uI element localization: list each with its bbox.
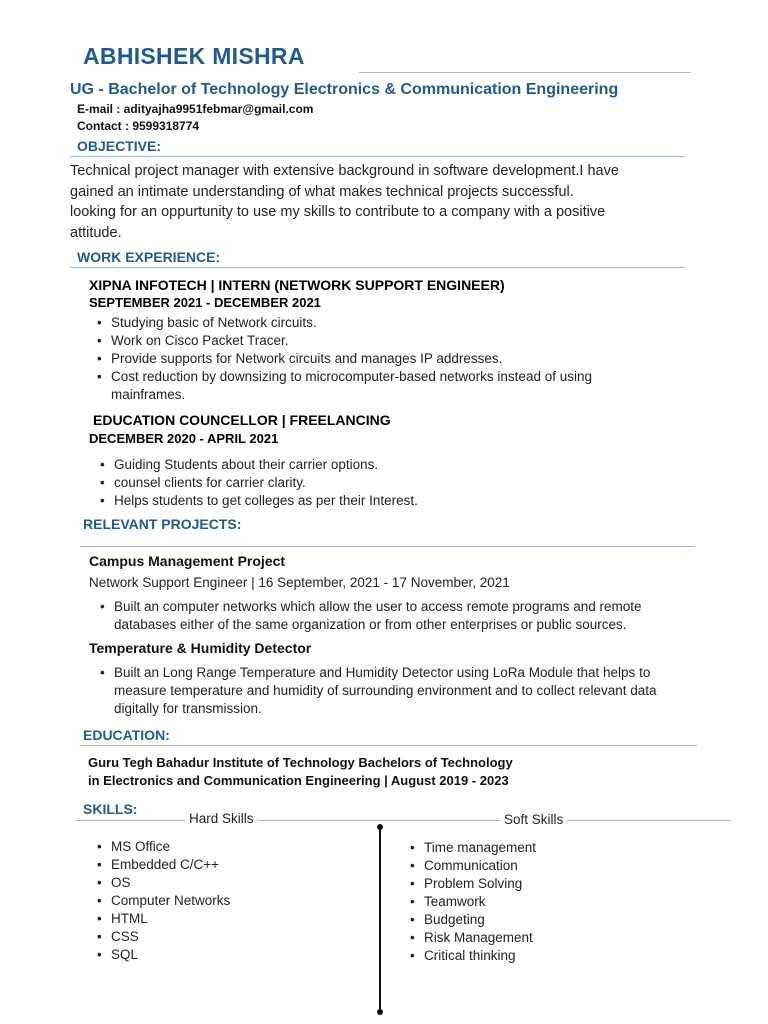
project-title: Campus Management Project — [89, 553, 286, 569]
objective-divider — [70, 156, 685, 157]
job-title: EDUCATION COUNCELLOR | FREELANCING — [93, 412, 391, 428]
list-item: • MS Office — [93, 838, 353, 856]
project-bullets — [96, 598, 691, 634]
education-line: in Electronics and Communication Engineering | August 2019 - 2023 — [88, 773, 509, 788]
objective-line: Technical project manager with extensive background in software development.I have — [70, 163, 619, 179]
job-title: XIPNA INFOTECH | INTERN (NETWORK SUPPORT ENGINEER) — [89, 277, 505, 293]
hard-skills-list — [93, 838, 353, 964]
education-heading: EDUCATION: — [83, 727, 170, 743]
list-item: • Work on Cisco Packet Tracer. — [93, 332, 653, 350]
education-detail — [88, 754, 513, 790]
list-item: • Communication — [406, 857, 706, 875]
projects-divider — [80, 546, 695, 547]
hard-skills-label: Hard Skills — [185, 811, 258, 826]
list-item: • Embedded C/C++ — [93, 856, 353, 874]
candidate-name: ABHISHEK MISHRA — [83, 43, 305, 69]
header-divider — [359, 72, 691, 73]
list-item: • Time management — [406, 839, 706, 857]
skills-heading: SKILLS: — [83, 801, 138, 817]
list-item: • HTML — [93, 910, 353, 928]
education-divider — [80, 745, 697, 746]
objective-line: looking for an oppurtunity to use my skills to contribute to a company with a positive — [70, 204, 606, 220]
job-dates: SEPTEMBER 2021 - DECEMBER 2021 — [89, 295, 321, 310]
projects-heading: RELEVANT PROJECTS: — [83, 516, 242, 532]
list-item: • Guiding Students about their carrier options. — [96, 456, 656, 474]
list-item: • Problem Solving — [406, 875, 706, 893]
email-line: E-mail : adityajha9951febmar@gmail.com — [77, 102, 314, 116]
project-subtitle: Network Support Engineer | 16 September, 2021 - 17 November, 2021 — [89, 575, 510, 590]
list-item: • Helps students to get colleges as per their Interest. — [96, 492, 656, 510]
work-experience-heading: WORK EXPERIENCE: — [77, 249, 221, 265]
list-item: • Risk Management — [406, 929, 706, 947]
list-item: • Provide supports for Network circuits and manages IP addresses. — [93, 350, 653, 368]
list-item: • Budgeting — [406, 911, 706, 929]
list-item: • Cost reduction by downsizing to microcomputer-based networks instead of using mainframes. — [93, 368, 653, 404]
contact-line: Contact : 9599318774 — [77, 119, 200, 133]
skills-column-divider — [379, 826, 381, 1012]
project-title: Temperature & Humidity Detector — [89, 640, 312, 656]
objective-text — [70, 161, 619, 243]
list-item: • Teamwork — [406, 893, 706, 911]
list-item: • CSS — [93, 928, 353, 946]
list-item: • Built an Long Range Temperature and Humidity Detector using LoRa Module that helps to measure temperature and humidity of surrounding environment and to collect relevant data digitally for transmission. — [96, 664, 694, 718]
divider-top-dot — [377, 824, 383, 830]
list-item: • Computer Networks — [93, 892, 353, 910]
job-bullets — [93, 314, 653, 404]
education-line: Guru Tegh Bahadur Institute of Technology Bachelors of Technology — [88, 755, 513, 770]
divider-bottom-dot — [377, 1009, 383, 1015]
objective-line: gained an intimate understanding of what makes technical projects successful. — [70, 183, 574, 200]
work-divider — [70, 267, 685, 268]
list-item: • Critical thinking — [406, 947, 706, 965]
objective-line: attitude. — [70, 224, 122, 241]
degree-title: UG - Bachelor of Technology Electronics & Communication Engineering — [70, 81, 619, 98]
objective-heading: OBJECTIVE: — [77, 138, 162, 154]
soft-skills-label: Soft Skills — [500, 812, 567, 827]
soft-skills-list — [406, 839, 706, 965]
job-dates: DECEMBER 2020 - APRIL 2021 — [89, 431, 279, 446]
list-item: • Built an computer networks which allow the user to access remote programs and remote databases either of the same organization or from other enterprises or public sources. — [96, 598, 691, 634]
skills-divider — [76, 820, 731, 821]
list-item: • counsel clients for carrier clarity. — [96, 474, 656, 492]
job-bullets — [96, 456, 656, 510]
list-item: • OS — [93, 874, 353, 892]
project-bullets — [96, 664, 694, 718]
list-item: • Studying basic of Network circuits. — [93, 314, 653, 332]
list-item: • SQL — [93, 946, 353, 964]
